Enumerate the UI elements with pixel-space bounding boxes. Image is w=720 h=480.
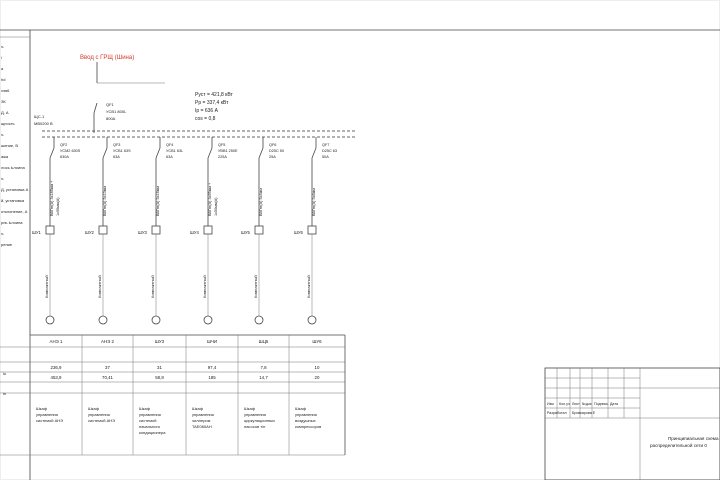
cable-label: ВВГнг(А) 5х4мм (259, 188, 263, 216)
table-description: чиллером (192, 418, 211, 423)
table-description: Шкаф (36, 406, 48, 411)
table-description: TAE060AH (192, 424, 212, 429)
left-stub-text: й, установка (1, 198, 25, 203)
breaker-label: УСМ2 630S (60, 149, 81, 153)
breaker-label: QF2 (60, 143, 68, 147)
left-stub-text: шение, В (1, 143, 18, 148)
breaker-label: УСВ1 63L (166, 149, 184, 153)
bus-label-2: МВ0200 В (34, 121, 53, 126)
left-stub-text: хэя6 (1, 88, 10, 93)
breaker-label: УВВ1 250Е (218, 149, 238, 153)
table-description: начального (139, 424, 161, 429)
breaker-label: D25C 50 (269, 149, 284, 153)
feeder-marker: ШУ3 (138, 230, 147, 235)
table-ip-value: 185 (208, 375, 216, 380)
table-stub-text: lu (3, 371, 7, 376)
tb-title-2: распределительной сети 0 (650, 443, 707, 448)
table-ip-value: 20 (314, 375, 320, 380)
bus-summary-3: Ip = 636 А (195, 108, 218, 114)
canvas-background (1, 1, 720, 480)
bus-summary-4: cos = 0,8 (195, 116, 216, 122)
table-pu-value: 236,9 (50, 365, 62, 370)
table-ip-value: 70,41 (102, 375, 113, 380)
input-title: Ввод с ГРЩ (Шина) (80, 55, 135, 61)
table-description: Шкаф (139, 406, 151, 411)
cable-label: 1х95мм(А) (56, 197, 60, 216)
breaker-label: 225A (218, 155, 227, 159)
table-feeder-name: АНЭ 1 (49, 339, 63, 344)
left-stub-text: рль Ьлоина (1, 220, 23, 225)
tb-header-1: Изм (547, 402, 554, 406)
breaker-label: QF4 (166, 143, 174, 147)
load-type: Компактный (253, 275, 258, 298)
table-description: Шкаф (192, 406, 204, 411)
load-type: Компактный (306, 275, 311, 298)
table-pu-value: 31 (157, 365, 162, 370)
table-description: управления (244, 412, 266, 417)
table-feeder-name: ШУ6 (312, 339, 322, 344)
load-type: Компактный (150, 275, 155, 298)
breaker-label: 63A (166, 155, 173, 159)
breaker-label: 25A (269, 155, 276, 159)
tb-header-6: Дата (610, 402, 618, 406)
bus-summary-1: Руст = 421,8 кВт (195, 92, 233, 98)
left-stub-text: ажа (1, 154, 9, 159)
feeder-marker: ШУ4 (190, 230, 199, 235)
breaker-label: QF6 (269, 143, 277, 147)
left-stub-text: ъ (1, 176, 4, 181)
left-stub-text: Д, установка А (1, 187, 29, 192)
table-description: управления (192, 412, 214, 417)
table-stub-text: in (3, 391, 7, 396)
left-stub-text: рение (1, 242, 13, 247)
tb-header-5: Подпись (594, 402, 609, 406)
breaker-label: QF3 (113, 143, 121, 147)
table-pu-value: 7,8 (260, 365, 267, 370)
table-feeder-name: АНЭ 2 (101, 339, 114, 344)
input-breaker-1: QF1 (106, 102, 114, 107)
cable-label: ВВГнг(А) 3х185мм + (50, 180, 54, 216)
table-feeder-name: ШЧИ (206, 339, 218, 344)
left-stub-text: / (1, 55, 3, 60)
input-breaker-3: 800A (106, 116, 116, 121)
tb-title-1: Принципиальная схема (668, 436, 719, 441)
breaker-label: 50A (322, 155, 329, 159)
table-description: циркуляционных (244, 418, 275, 423)
table-description: системой АНЭ (88, 418, 115, 423)
cable-label: ВВГнг(А) 5х6мм (312, 188, 316, 216)
table-feeder-name: ШЦ5 (258, 339, 269, 344)
table-description: системой (139, 418, 157, 423)
left-stub-text: hd (1, 77, 6, 82)
table-ip-value: 58,8 (155, 375, 164, 380)
feeder-marker: ШУ6 (294, 230, 303, 235)
load-type: Компактный (97, 275, 102, 298)
left-stub-text: щность (1, 121, 15, 126)
left-stub-text: ЗК (1, 99, 6, 104)
table-description: насосов т/н (244, 424, 266, 429)
breaker-label: D25C 63 (322, 149, 337, 153)
tb-header-2: Кол.уч (559, 402, 570, 406)
breaker-label: УСВ1 63S (113, 149, 131, 153)
cable-label: ВВГнг(А) 3х95мм + (208, 182, 212, 216)
breaker-label: 63A (113, 155, 120, 159)
breaker-label: QF5 (218, 143, 226, 147)
table-pu-value: 97,4 (207, 365, 217, 370)
tb-role: Разработал (547, 411, 567, 415)
table-pu-value: 37 (105, 365, 110, 370)
table-description: управления (139, 412, 161, 417)
table-description: управления (36, 412, 58, 417)
left-stub-text: ъ (1, 132, 4, 137)
table-description: компрессоров (295, 424, 322, 429)
table-description: Шкаф (244, 406, 256, 411)
table-pu-value: 10 (314, 365, 320, 370)
cable-label: ВВГнг(А) 5х16мм (156, 186, 160, 216)
cable-label: 1х50мм(А) (214, 197, 218, 216)
table-description: воздушных (295, 418, 316, 423)
bus-summary-2: Рр = 337,4 кВт (195, 100, 229, 106)
table-ip-value: 453,9 (50, 375, 62, 380)
breaker-label: QF7 (322, 143, 330, 147)
feeder-marker: ШУ1 (32, 230, 41, 235)
breaker-label: 630A (60, 155, 69, 159)
feeder-marker: ШУ2 (85, 230, 94, 235)
table-description: управления (295, 412, 317, 417)
left-stub-text: а (1, 66, 4, 71)
table-description: системой АНЭ (36, 418, 63, 423)
tb-header-3: Лист (572, 402, 580, 406)
load-type: Компактный (202, 275, 207, 298)
load-type: Компактный (44, 275, 49, 298)
left-stub-text: отклонение, А (1, 209, 28, 214)
left-stub-text: ъ (1, 44, 4, 49)
left-stub-text: Д, А (1, 110, 9, 115)
tb-header-4: №док (582, 402, 592, 406)
tb-person: Бровкарова Е (572, 411, 596, 415)
input-breaker-2: УСВ1 800L (106, 109, 127, 114)
left-stub-text: лось Ьлоина (1, 165, 25, 170)
table-description: Шкаф (88, 406, 100, 411)
left-stub-text: ъ (1, 231, 4, 236)
feeder-marker: ШУ5 (241, 230, 250, 235)
table-feeder-name: ШУ3 (154, 339, 165, 344)
table-description: кондиционера (139, 430, 166, 435)
table-ip-value: 14,7 (259, 375, 268, 380)
table-description: Шкаф (295, 406, 307, 411)
bus-label-1: ЩС-1 (34, 114, 45, 119)
table-description: управления (88, 412, 110, 417)
cable-label: ВВГнг(А) 5х10мм (103, 186, 107, 216)
